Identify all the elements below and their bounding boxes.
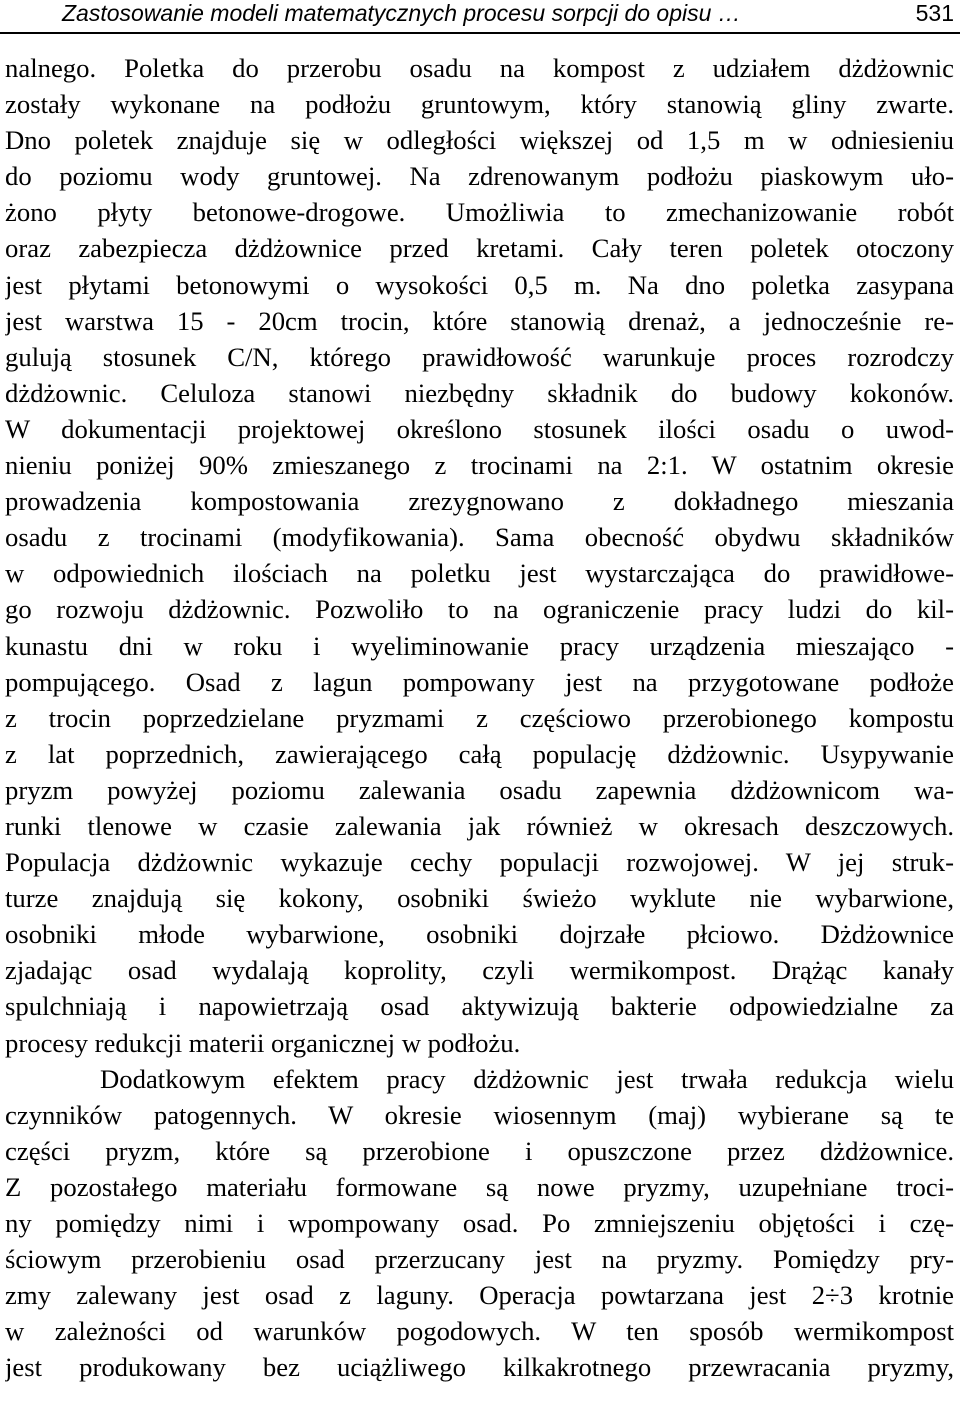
text-line: runki tlenowe w czasie zalewania jak również w okresach deszczowych. <box>5 810 954 841</box>
text-line: osobniki młode wybarwione, osobniki dojrzałe płciowo. Dżdżownice <box>5 919 954 950</box>
text-line: Z pozostałego materiału formowane są nowe pryzmy, uzupełniane troci- <box>5 1171 954 1202</box>
text-line: go rozwoju dżdżownic. Pozwoliło to na ograniczenie pracy ludzi do kil- <box>5 594 954 625</box>
text-line: żono płyty betonowe-drogowe. Umożliwia to zmechanizowanie robót <box>5 197 954 228</box>
text-line: procesy redukcji materii organicznej w podłożu. <box>5 1027 521 1058</box>
text-line: zmy zalewany jest osad z laguny. Operacja powtarzana jest 2÷3 krotnie <box>5 1280 954 1311</box>
text-line: z lat poprzednich, zawierającego całą populację dżdżownic. Usypywanie <box>5 738 954 769</box>
running-header <box>0 0 960 36</box>
text-line: pryzm powyżej poziomu zalewania osadu zapewnia dżdżownicom wa- <box>5 774 954 805</box>
paragraph <box>5 50 954 1061</box>
text-line: dżdżownic. Celuloza stanowi niezbędny składnik do budowy kokonów. <box>5 377 954 408</box>
text-line: prowadzenia kompostowania zrezygnowano z dokładnego mieszania <box>5 486 954 517</box>
running-header-title: Zastosowanie modeli matematycznych procesu sorpcji do opisu … <box>62 0 741 26</box>
text-line: nieniu poniżej 90% zmieszanego z trocinami na 2:1. W ostatnim okresie <box>5 450 954 481</box>
text-line: pompującego. Osad z lagun pompowany jest na przygotowane podłoże <box>5 666 954 697</box>
text-line: gulują stosunek C/N, którego prawidłowość warunkuje proces rozrodczy <box>5 341 954 372</box>
text-line: osadu z trocinami (modyfikowania). Sama obecność obydwu składników <box>5 522 954 553</box>
text-line: jest produkowany bez uciążliwego kilkakrotnego przewracania pryzmy, <box>5 1352 954 1383</box>
text-line: zjadając osad wydalają koprolity, czyli wermikompost. Drążąc kanały <box>5 955 954 986</box>
header-divider <box>0 32 960 34</box>
text-line: z trocin poprzedzielane pryzmami z częściowo przerobionego kompostu <box>5 702 954 733</box>
text-line: W dokumentacji projektowej określono stosunek ilości osadu o uwod- <box>5 413 954 444</box>
text-line: kunastu dni w roku i wyeliminowanie pracy urządzenia mieszająco - <box>5 630 954 661</box>
text-line: turze znajdują się kokony, osobniki świeżo wyklute nie wybarwione, <box>5 883 954 914</box>
text-line: Dodatkowym efektem pracy dżdżownic jest trwała redukcja wielu <box>100 1063 954 1094</box>
text-line: w zależności od warunków pogodowych. W ten sposób wermikompost <box>5 1316 954 1347</box>
text-line: ściowym przerobieniu osad przerzucany jest na pryzmy. Pomiędzy pry- <box>5 1244 954 1275</box>
text-line: nalnego. Poletka do przerobu osadu na kompost z udziałem dżdżownic <box>5 53 954 83</box>
text-line: w odpowiednich ilościach na poletku jest wystarczająca do prawidłowe- <box>5 558 954 589</box>
text-line: jest warstwa 15 - 20cm trocin, które stanowią drenaż, a jednocześnie re- <box>5 305 954 336</box>
text-line: oraz zabezpiecza dżdżownice przed kretami. Cały teren poletek otoczony <box>5 233 954 264</box>
text-line: czynników patogennych. W okresie wiosennym (maj) wybierane są te <box>5 1099 954 1130</box>
text-line: Populacja dżdżownic wykazuje cechy populacji rozwojowej. W jej struk- <box>5 847 954 878</box>
body-text <box>5 50 954 1385</box>
text-line: ny pomiędzy nimi i wpompowany osad. Po zmniejszeniu objętości i czę- <box>5 1208 954 1238</box>
text-line: zostały wykonane na podłożu gruntowym, który stanowią gliny zwarte. <box>5 89 954 120</box>
page-number: 531 <box>915 0 954 26</box>
paragraph <box>5 1061 954 1386</box>
text-line: jest płytami betonowymi o wysokości 0,5 m. Na dno poletka zasypana <box>5 269 954 300</box>
text-line: do poziomu wody gruntowej. Na zdrenowanym podłożu piaskowym uło- <box>5 161 954 192</box>
text-line: spulchniają i napowietrzają osad aktywizują bakterie odpowiedzialne za <box>5 991 954 1022</box>
text-line: Dno poletek znajduje się w odległości większej od 1,5 m w odniesieniu <box>5 125 954 156</box>
text-line: części pryzm, które są przerobione i opuszczone przez dżdżownice. <box>5 1135 954 1166</box>
